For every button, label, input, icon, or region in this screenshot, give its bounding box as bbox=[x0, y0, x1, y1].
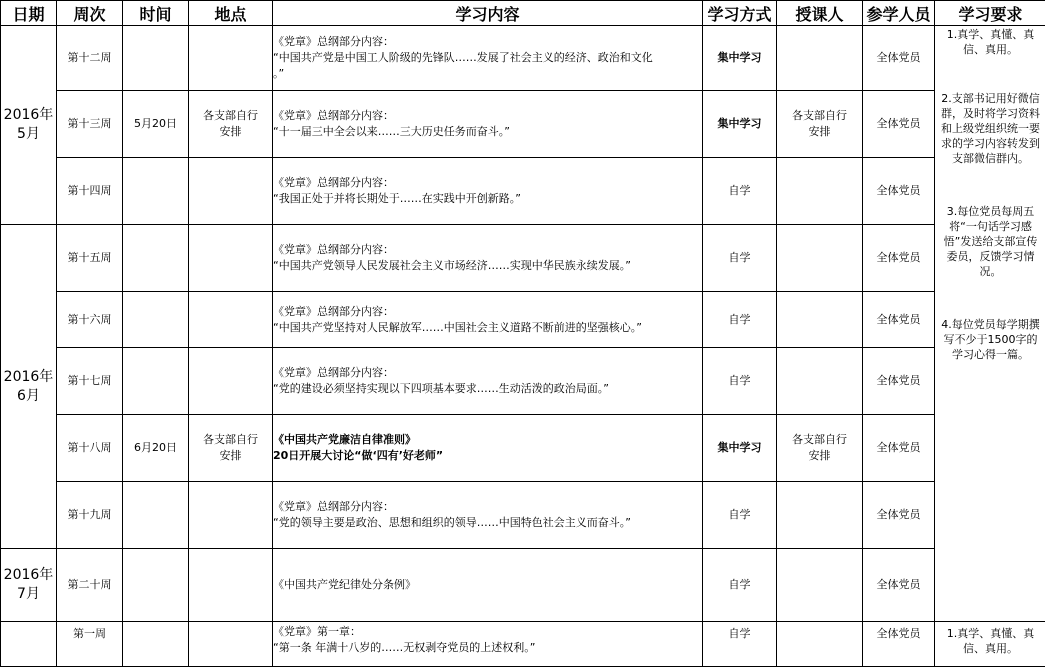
content-line: 。” bbox=[273, 66, 702, 82]
participants-cell: 全体党员 bbox=[863, 91, 935, 158]
date-cell-july: 2016年7月 bbox=[1, 549, 57, 622]
date-cell-june: 2016年6月 bbox=[1, 225, 57, 549]
requirement-item: 2.支部书记用好微信群，及时将学习资料和上级党组织统一要求的学习内容转发到支部微信群内。 bbox=[935, 91, 1045, 166]
header-time: 时间 bbox=[123, 1, 189, 26]
content-cell bbox=[273, 482, 703, 549]
time-cell bbox=[123, 225, 189, 292]
requirement-item: 4.每位党员每学期撰写不少于1500字的学习心得一篇。 bbox=[935, 317, 1045, 362]
table-row bbox=[1, 622, 1045, 667]
content-line: “中国共产党领导人民发展社会主义市场经济……实现中华民族永续发展。” bbox=[273, 258, 702, 274]
content-line: 《党章》总纲部分内容： bbox=[273, 34, 702, 50]
teacher-cell: 各支部自行安排 bbox=[777, 415, 863, 482]
teacher-cell bbox=[777, 26, 863, 91]
table-row bbox=[1, 91, 1045, 158]
teacher-cell bbox=[777, 549, 863, 622]
teacher-cell bbox=[777, 622, 863, 667]
week-cell: 第十九周 bbox=[57, 482, 123, 549]
teacher-cell bbox=[777, 292, 863, 348]
place-cell: 各支部自行安排 bbox=[189, 91, 273, 158]
method-cell: 自学 bbox=[703, 482, 777, 549]
content-line: 20日开展大讨论“做‘四有’好老师” bbox=[273, 448, 702, 464]
time-cell bbox=[123, 549, 189, 622]
time-cell bbox=[123, 158, 189, 225]
method-cell: 集中学习 bbox=[703, 91, 777, 158]
date-cell-next bbox=[1, 622, 57, 667]
content-cell bbox=[273, 91, 703, 158]
header-method: 学习方式 bbox=[703, 1, 777, 26]
content-line: “中国共产党坚持对人民解放军……中国社会主义道路不断前进的坚强核心。” bbox=[273, 320, 702, 336]
table-row bbox=[1, 292, 1045, 348]
method-cell: 集中学习 bbox=[703, 415, 777, 482]
header-teacher: 授课人 bbox=[777, 1, 863, 26]
content-line: 《党章》总纲部分内容： bbox=[273, 175, 702, 191]
content-cell bbox=[273, 622, 703, 667]
participants-cell: 全体党员 bbox=[863, 158, 935, 225]
participants-cell: 全体党员 bbox=[863, 622, 935, 667]
method-cell: 自学 bbox=[703, 348, 777, 415]
teacher-cell bbox=[777, 482, 863, 549]
content-line: “中国共产党是中国工人阶级的先锋队……发展了社会主义的经济、政治和文化 bbox=[273, 50, 702, 66]
participants-cell: 全体党员 bbox=[863, 415, 935, 482]
method-cell: 自学 bbox=[703, 292, 777, 348]
content-line: 《党章》总纲部分内容： bbox=[273, 242, 702, 258]
time-cell: 6月20日 bbox=[123, 415, 189, 482]
content-line: 《中国共产党纪律处分条例》 bbox=[273, 577, 702, 593]
header-place: 地点 bbox=[189, 1, 273, 26]
table-row bbox=[1, 348, 1045, 415]
content-cell bbox=[273, 292, 703, 348]
date-cell-may: 2016年5月 bbox=[1, 26, 57, 225]
content-cell bbox=[273, 225, 703, 292]
week-cell: 第十二周 bbox=[57, 26, 123, 91]
week-cell: 第十五周 bbox=[57, 225, 123, 292]
header-participants: 参学人员 bbox=[863, 1, 935, 26]
participants-cell: 全体党员 bbox=[863, 348, 935, 415]
content-line: “十一届三中全会以来……三大历史任务而奋斗。” bbox=[273, 124, 702, 140]
header-requirements: 学习要求 bbox=[935, 1, 1045, 26]
content-cell bbox=[273, 415, 703, 482]
content-line: 《党章》总纲部分内容： bbox=[273, 108, 702, 124]
teacher-cell bbox=[777, 225, 863, 292]
teacher-cell bbox=[777, 348, 863, 415]
place-cell bbox=[189, 292, 273, 348]
content-line: “我国正处于并将长期处于……在实践中开创新路。” bbox=[273, 191, 702, 207]
content-line: 《党章》第一章： bbox=[273, 624, 702, 640]
method-cell: 自学 bbox=[703, 158, 777, 225]
place-cell bbox=[189, 549, 273, 622]
content-line: 《党章》总纲部分内容： bbox=[273, 499, 702, 515]
method-cell: 自学 bbox=[703, 622, 777, 667]
place-cell bbox=[189, 225, 273, 292]
teacher-cell bbox=[777, 158, 863, 225]
participants-cell: 全体党员 bbox=[863, 26, 935, 91]
content-line: “第一条 年满十八岁的……无权剥夺党员的上述权利。” bbox=[273, 640, 702, 656]
place-cell: 各支部自行安排 bbox=[189, 415, 273, 482]
header-week: 周次 bbox=[57, 1, 123, 26]
teacher-cell: 各支部自行安排 bbox=[777, 91, 863, 158]
method-cell: 自学 bbox=[703, 225, 777, 292]
method-cell: 集中学习 bbox=[703, 26, 777, 91]
content-line: 《中国共产党廉洁自律准则》 bbox=[273, 432, 702, 448]
content-cell bbox=[273, 549, 703, 622]
header-content: 学习内容 bbox=[273, 1, 703, 26]
method-cell: 自学 bbox=[703, 549, 777, 622]
table-row bbox=[1, 158, 1045, 225]
table-row bbox=[1, 225, 1045, 292]
time-cell bbox=[123, 292, 189, 348]
content-line: 《党章》总纲部分内容： bbox=[273, 365, 702, 381]
content-line: “党的建设必须坚持实现以下四项基本要求……生动活泼的政治局面。” bbox=[273, 381, 702, 397]
time-cell bbox=[123, 622, 189, 667]
week-cell: 第十八周 bbox=[57, 415, 123, 482]
table-row bbox=[1, 26, 1045, 91]
content-cell bbox=[273, 158, 703, 225]
time-cell bbox=[123, 482, 189, 549]
participants-cell: 全体党员 bbox=[863, 292, 935, 348]
time-cell bbox=[123, 26, 189, 91]
participants-cell: 全体党员 bbox=[863, 225, 935, 292]
content-line: 《党章》总纲部分内容： bbox=[273, 304, 702, 320]
header-row bbox=[1, 1, 1045, 26]
week-cell: 第二十周 bbox=[57, 549, 123, 622]
requirement-item: 3.每位党员每周五将“一句话学习感悟”发送给支部宣传委员，反馈学习情况。 bbox=[935, 204, 1045, 279]
participants-cell: 全体党员 bbox=[863, 549, 935, 622]
week-cell: 第十三周 bbox=[57, 91, 123, 158]
content-cell bbox=[273, 26, 703, 91]
week-cell: 第一周 bbox=[57, 622, 123, 667]
week-cell: 第十六周 bbox=[57, 292, 123, 348]
requirement-item: 1.真学、真懂、真信、真用。 bbox=[935, 27, 1045, 57]
week-cell: 第十七周 bbox=[57, 348, 123, 415]
place-cell bbox=[189, 622, 273, 667]
requirements-cell-next bbox=[935, 622, 1045, 667]
table-row bbox=[1, 415, 1045, 482]
time-cell: 5月20日 bbox=[123, 91, 189, 158]
table-row bbox=[1, 482, 1045, 549]
place-cell bbox=[189, 158, 273, 225]
place-cell bbox=[189, 482, 273, 549]
header-date: 日期 bbox=[1, 1, 57, 26]
table-row bbox=[1, 549, 1045, 622]
content-cell bbox=[273, 348, 703, 415]
content-line: “党的领导主要是政治、思想和组织的领导……中国特色社会主义而奋斗。” bbox=[273, 515, 702, 531]
week-cell: 第十四周 bbox=[57, 158, 123, 225]
place-cell bbox=[189, 348, 273, 415]
place-cell bbox=[189, 26, 273, 91]
participants-cell: 全体党员 bbox=[863, 482, 935, 549]
requirement-item: 1.真学、真懂、真信、真用。 bbox=[935, 626, 1045, 656]
requirements-cell bbox=[935, 26, 1045, 622]
time-cell bbox=[123, 348, 189, 415]
